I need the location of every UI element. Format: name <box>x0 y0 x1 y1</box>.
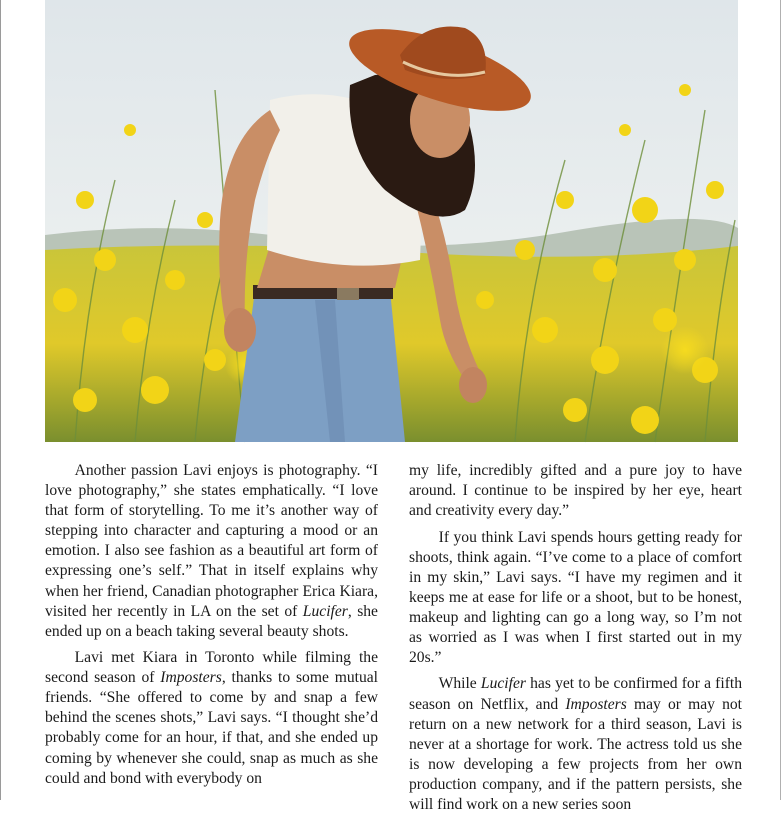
italic-title: Imposters <box>565 695 627 713</box>
italic-title: Lucifer <box>302 602 348 620</box>
article-columns <box>45 461 742 815</box>
paragraph-text: While <box>438 675 481 693</box>
paragraph-text: has yet to be confirmed for a fifth season on Netflix, and <box>409 675 743 713</box>
paragraph-text: Another passion Lavi enjoys is photography. “I love photography,” she states emphatically. “I love that form of storytelling. To me it’s another way of stepping into character and capturing a mood or an emotion. I also see fashion as a beautiful art form of expressing one’s self.” That in itself explains why when her friend, Canadian photographer Erica Kiara, visited her recently in LA on the set of <box>45 462 378 620</box>
right-column <box>409 461 742 815</box>
article-paragraph <box>409 674 742 815</box>
italic-title: Imposters <box>160 669 222 687</box>
article-paragraph <box>409 461 742 521</box>
italic-title: Lucifer <box>480 675 526 693</box>
paragraph-text: may or may not return on a new network for a third season, Lavi is never at a shortage for work. The actress told us she is now developing a few projects from her own production company, and if the pattern persists, she will find work on a new series soon <box>409 695 742 813</box>
photo-illustration <box>45 0 738 442</box>
paragraph-text: Lavi met Kiara in Toronto while filming the second season of <box>45 649 378 687</box>
left-column <box>45 461 378 815</box>
paragraph-text: my life, incredibly gifted and a pure joy to have around. I continue to be inspired by her eye, heart and creativity every day.” <box>409 462 742 520</box>
woman-in-flower-field-photo <box>45 0 738 442</box>
article-paragraph <box>45 648 378 789</box>
page-edge-left <box>0 0 1 800</box>
paragraph-text: , she ended up on a beach taking several beauty shots. <box>45 602 378 640</box>
paragraph-text: If you think Lavi spends hours getting ready for shoots, think again. “I’ve come to a place of comfort in my skin,” Lavi says. “I have my regimen and it keeps me at ease for life or a shoot, but to be honest, makeup and lighting can go a long way, so I’m not as worried as I was when I first started out in my 20s.” <box>409 528 742 667</box>
article-paragraph <box>45 461 378 642</box>
article-paragraph <box>409 528 742 669</box>
paragraph-text: , thanks to some mutual friends. “She offered to come by and snap a few behind the scenes shots,” Lavi says. “I thought she’d probably come for an hour, if that, and she ended up coming by whenever she could, snap as much as she could and bond with everybody on <box>45 669 379 787</box>
